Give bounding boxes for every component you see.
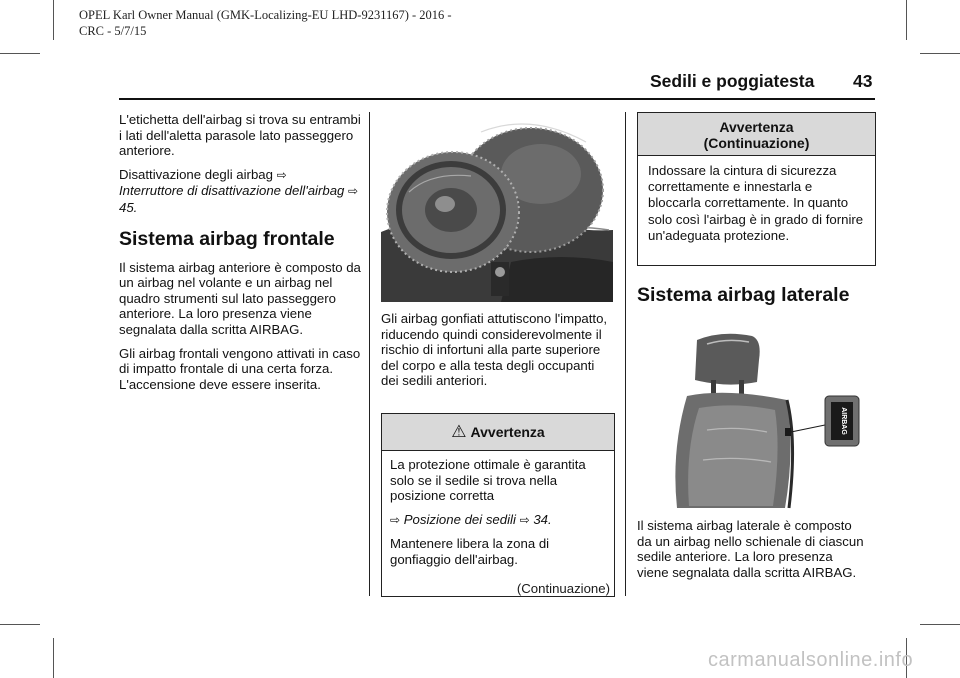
sunvisor-label-text: L'etichetta dell'airbag si trova su entrambi i lati dell'aletta parasole lato passeggero anteriore.: [119, 112, 361, 159]
warning-subtitle-continued: (Continuazione): [703, 135, 810, 151]
doc-id-line-1: OPEL Karl Owner Manual (GMK-Localizing-EU LHD-9231167) - 2016 -: [79, 8, 452, 22]
continued-label: (Continuazione): [516, 581, 610, 596]
column-left: [119, 112, 364, 400]
airbag-illustration: [381, 112, 613, 302]
side-airbag-description: Il sistema airbag laterale è composto da un airbag nello schienale di ciascun sedile anteriore. La loro presenza viene segnalata dalla scritta AIRBAG.: [637, 518, 864, 580]
header-rule: [119, 98, 875, 100]
warning-title-continued: Avvertenza: [719, 119, 794, 135]
airbag-disable-reference[interactable]: Interruttore di disattivazione dell'airbag ⇨ 45.: [119, 183, 359, 215]
footer-watermark: carmanualsonline.info: [708, 649, 914, 671]
column-divider-1: [369, 112, 370, 596]
column-divider-2: [625, 112, 626, 596]
arrow-reference-icon: ⇨: [390, 512, 401, 527]
side-airbag-seat-illustration: [667, 330, 867, 510]
airbag-caption: Gli airbag gonfiati attutiscono l'impatto, riducendo quindi considerevolmente il rischio di infortuni alla parte superiore del corpo e alla testa degli occupanti dei sedili anteriori.: [381, 311, 608, 389]
warning-header: [382, 414, 614, 451]
arrow-reference-icon: ⇨: [276, 167, 287, 182]
warning-body: [382, 451, 614, 568]
crop-mark-bl-h: [0, 624, 40, 625]
crop-mark-tr-v: [906, 0, 907, 40]
heading-side-airbag: Sistema airbag laterale: [637, 284, 850, 306]
crop-mark-bl-v: [53, 638, 54, 678]
warning-text-seat-position: La protezione ottimale è garantita solo se il sedile si trova nella posizione corretta: [390, 457, 586, 504]
warning-box-continued: [637, 112, 876, 266]
crop-mark-br-h: [920, 624, 960, 625]
seat-position-reference[interactable]: ⇨ Posizione dei sedili ⇨ 34.: [390, 511, 552, 527]
airbag-disable-text: Disattivazione degli airbag ⇨: [119, 166, 287, 182]
crop-mark-tr-h: [920, 53, 960, 54]
front-airbag-description: Il sistema airbag anteriore è composto da un airbag nel volante e un airbag nel quadro strumenti sul lato passeggero anteriore. La loro presenza viene segnalata dalla scritta AIRBAG.: [119, 259, 361, 337]
warning-body-continued: [638, 156, 875, 244]
seatbelt-warning-text: Indossare la cintura di sicurezza correttamente e innestarla e bloccarla correttamente. In quanto solo così l'airbag è in grado di fornire un'adeguata protezione.: [648, 163, 864, 243]
seat-airbag-label: AIRBAG: [840, 407, 847, 435]
heading-front-airbag: Sistema airbag frontale: [119, 227, 335, 250]
doc-id-line-2: CRC - 5/7/15: [79, 24, 147, 38]
warning-box-main: [381, 413, 615, 597]
warning-header-continued: [638, 113, 875, 156]
section-title: Sedili e poggiatesta: [650, 71, 815, 91]
warning-triangle-icon: ⚠: [451, 422, 467, 441]
warning-title: Avvertenza: [470, 424, 545, 440]
arrow-reference-icon: ⇨: [519, 512, 530, 527]
page-number: 43: [853, 71, 873, 91]
warning-text-inflation-zone: Mantenere libera la zona di gonfiaggio dell'airbag.: [390, 536, 550, 567]
arrow-reference-icon: ⇨: [348, 184, 359, 199]
crop-mark-tl-h: [0, 53, 40, 54]
crop-mark-tl-v: [53, 0, 54, 40]
front-airbag-activation: Gli airbag frontali vengono attivati in caso di impatto frontale di una certa forza. L'accensione deve essere inserita.: [119, 345, 361, 392]
